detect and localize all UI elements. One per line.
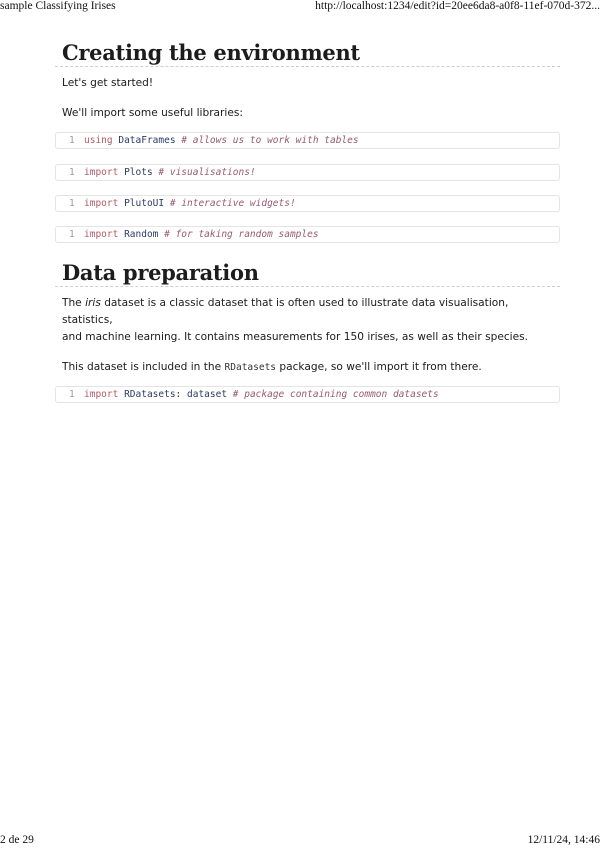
iris-description: The iris dataset is a classic dataset that is often used to illustrate data visualisation, statistics, and machine learning. It contains measurements for 150 irises, as well as their species. (62, 297, 529, 343)
notebook-page (55, 40, 560, 403)
print-footer (0, 834, 600, 848)
module-name: Random (124, 229, 159, 240)
print-datetime: 12/11/24, 14:46 (527, 834, 600, 846)
code-cell-plots[interactable] (55, 164, 560, 181)
keyword: import (84, 229, 119, 240)
print-title: sample Classifying Irises (0, 0, 116, 12)
print-header (0, 0, 600, 14)
rdatasets-description: This dataset is included in the RDatasets package, so we'll import it from there. (62, 361, 482, 373)
iris-emphasis: iris (85, 297, 101, 309)
module-name: DataFrames (118, 135, 176, 146)
inline-code-rdatasets: RDatasets (224, 362, 277, 373)
code-comment: # package containing common datasets (232, 389, 439, 400)
print-url: http://localhost:1234/edit?id=20ee6da8-a0f8-11ef-070d-372... (315, 0, 600, 12)
code-cell-dataframes[interactable] (55, 132, 560, 149)
line-number: 1 (69, 229, 75, 240)
member-name: dataset (187, 389, 228, 400)
line-number: 1 (69, 198, 75, 209)
module-name: PlutoUI (124, 198, 165, 209)
section-heading-data-preparation: Data preparation (55, 260, 560, 287)
section-heading-environment: Creating the environment (55, 40, 560, 67)
line-number: 1 (69, 135, 75, 146)
module-name: RDatasets (124, 389, 176, 400)
module-name: Plots (124, 167, 153, 178)
page-number: 2 de 29 (0, 834, 34, 846)
code-cell-plutoui[interactable] (55, 195, 560, 212)
keyword: import (84, 198, 119, 209)
code-comment: # visualisations! (158, 167, 256, 178)
intro-text: Let's get started! (62, 77, 154, 89)
code-comment: # for taking random samples (164, 229, 319, 240)
colon: : (175, 389, 182, 400)
line-number: 1 (69, 167, 75, 178)
line-number: 1 (69, 389, 75, 400)
code-comment: # interactive widgets! (169, 198, 296, 209)
code-comment: # allows us to work with tables (181, 135, 359, 146)
libraries-text: We'll import some useful libraries: (62, 107, 243, 119)
code-cell-random[interactable] (55, 226, 560, 243)
code-cell-rdatasets[interactable] (55, 386, 560, 403)
keyword: import (84, 167, 119, 178)
keyword: using (84, 135, 113, 146)
keyword: import (84, 389, 119, 400)
